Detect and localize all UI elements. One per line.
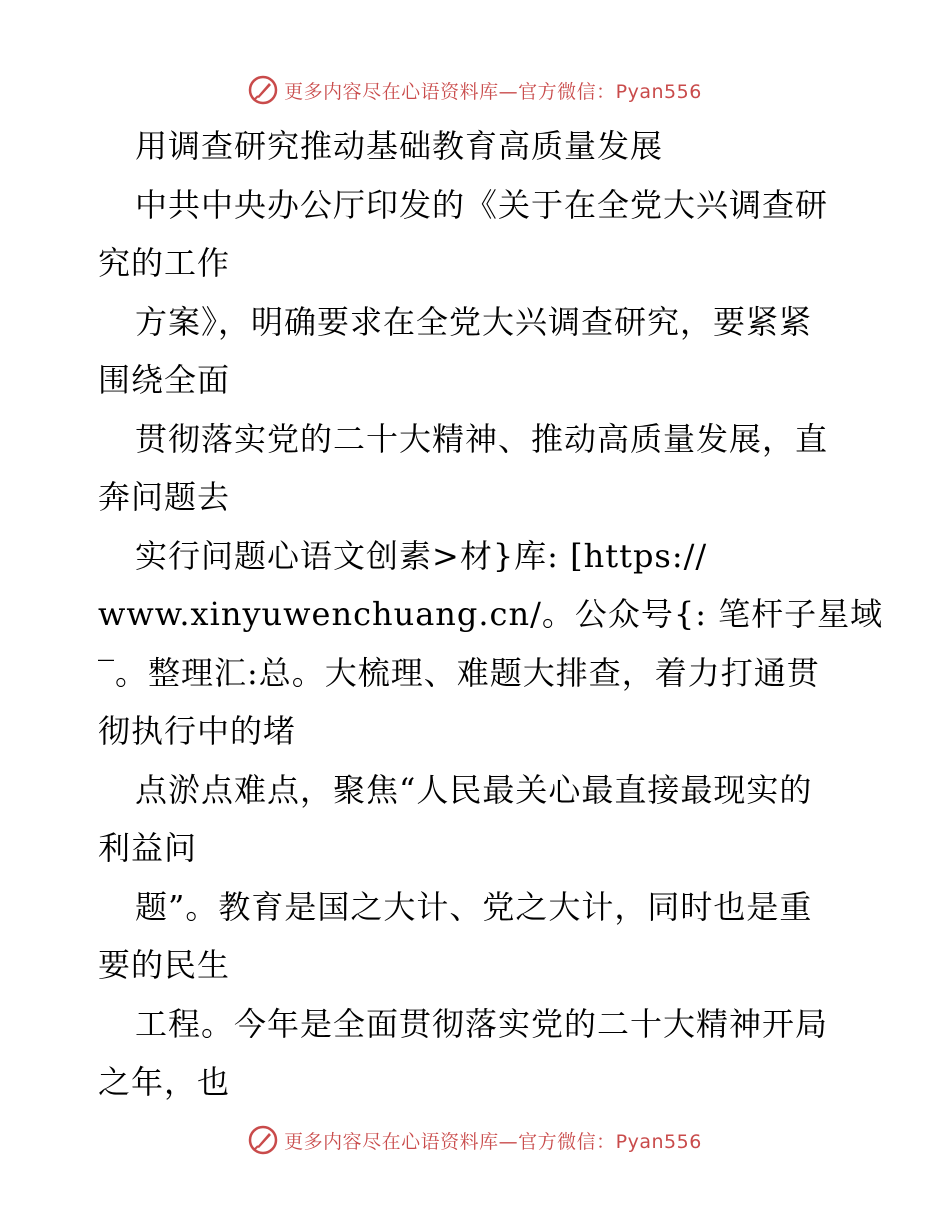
doc-line-12: 点淤点难点，聚焦“人民最关心最直接最现实的 xyxy=(135,770,813,809)
doc-line-10: ‾。整理汇:总。大梳理、难题大排查，着力打通贯 xyxy=(98,653,820,692)
doc-line-1: 用调查研究推动基础教育高质量发展 xyxy=(135,127,664,165)
doc-line-8: 实行问题心语文创素>材}库: [https:// xyxy=(135,536,708,575)
doc-line-2: 中共中央办公厅印发的《关于在全党大兴调查研 xyxy=(135,185,829,224)
feather-pen-logo-icon xyxy=(248,75,278,105)
doc-line-5: 围绕全面 xyxy=(98,361,231,399)
header-watermark-inner xyxy=(248,75,702,105)
doc-line-7: 奔问题去 xyxy=(98,478,231,516)
doc-line-15: 要的民生 xyxy=(98,946,231,984)
header-watermark xyxy=(0,70,950,110)
header-watermark-text: 更多内容尽在心语资料库—官方微信：Pyan556 xyxy=(284,80,702,103)
footer-watermark-inner xyxy=(248,1125,702,1155)
doc-line-6: 贯彻落实党的二十大精神、推动高质量发展，直 xyxy=(135,419,829,458)
feather-pen-logo-icon xyxy=(248,1125,278,1155)
footer-watermark-text: 更多内容尽在心语资料库—官方微信：Pyan556 xyxy=(284,1130,702,1153)
doc-line-3: 究的工作 xyxy=(98,244,231,282)
doc-line-9: www.xinyuwenchuang.cn/。公众号{: 笔杆子星域 xyxy=(98,595,884,633)
footer-watermark xyxy=(0,1120,950,1160)
doc-line-16: 工程。今年是全面贯彻落实党的二十大精神开局 xyxy=(135,1004,829,1043)
doc-line-11: 彻执行中的堵 xyxy=(98,712,297,750)
doc-line-4: 方案》，明确要求在全党大兴调查研究，要紧紧 xyxy=(135,302,813,341)
doc-line-17: 之年，也 xyxy=(98,1063,231,1101)
doc-line-14: 题”。教育是国之大计、党之大计，同时也是重 xyxy=(135,887,813,926)
doc-line-13: 利益问 xyxy=(98,829,198,867)
document-body xyxy=(98,117,884,1112)
